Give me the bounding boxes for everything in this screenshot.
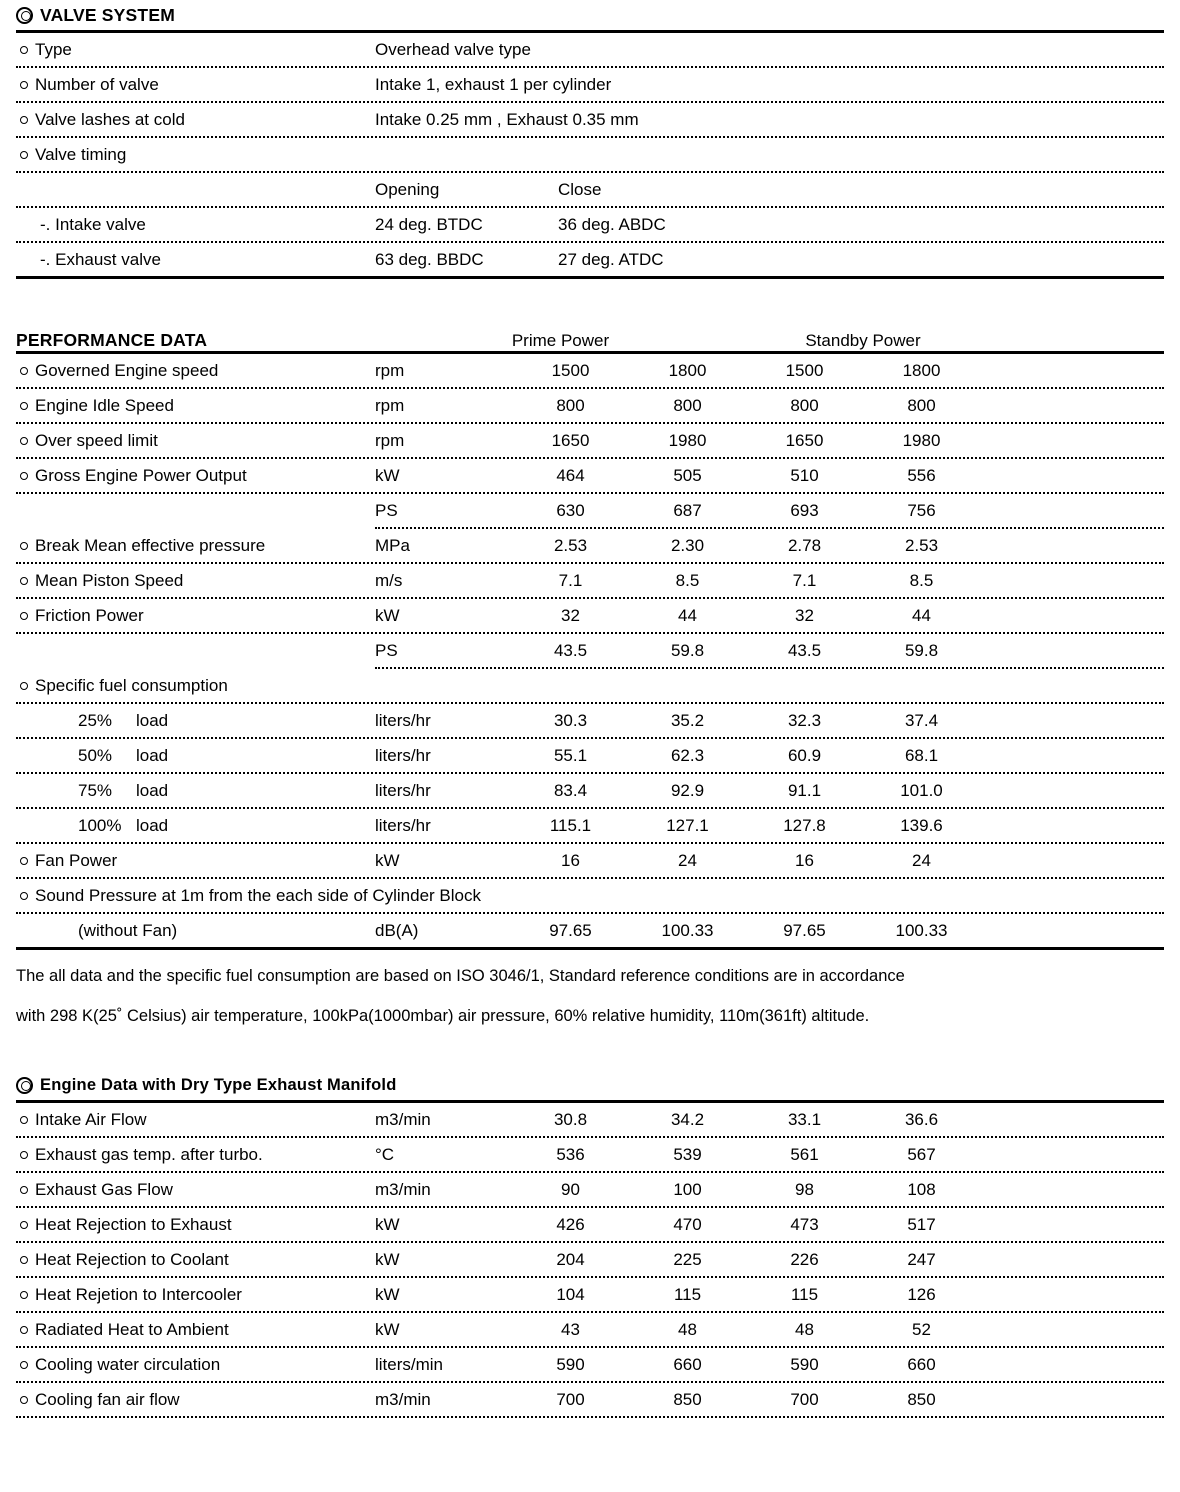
row-bullet-icon — [20, 1151, 28, 1159]
row-label-cell — [16, 1355, 375, 1375]
row-label: Over speed limit — [35, 430, 158, 450]
row-unit: rpm — [375, 395, 405, 415]
row-value-3: 32 — [795, 605, 814, 625]
row-value-4: 8.5 — [909, 570, 934, 590]
table-row — [16, 138, 1164, 171]
row-value-1: 590 — [556, 1354, 585, 1374]
row-label: Specific fuel consumption — [35, 675, 228, 695]
row-label-cell — [16, 1285, 375, 1305]
row-label-cell — [16, 676, 375, 696]
row-value-4: 68.1 — [904, 745, 939, 765]
row-bullet-icon — [20, 1186, 28, 1194]
row-label-cell — [16, 1390, 375, 1410]
row-label: Mean Piston Speed — [35, 570, 184, 590]
row-bullet-icon — [20, 46, 28, 54]
performance-notes — [16, 950, 1164, 1036]
row-value-4: 756 — [907, 500, 936, 520]
table-row — [16, 809, 1164, 842]
row-value-2: 127.1 — [666, 815, 709, 835]
row-value-1: 43.5 — [553, 640, 588, 660]
table-row — [16, 208, 1164, 241]
row-value-1: 32 — [561, 605, 580, 625]
row-label: load — [136, 710, 169, 730]
row-label: Engine Idle Speed — [35, 395, 174, 415]
row-unit: kW — [375, 1214, 400, 1234]
row-value-2: 8.5 — [675, 570, 700, 590]
row-value-1: 43 — [561, 1319, 580, 1339]
row-value-2: 2.30 — [670, 535, 705, 555]
row-label-cell — [16, 1215, 375, 1235]
row-value-4: 247 — [907, 1249, 936, 1269]
row-value-1: 83.4 — [553, 780, 588, 800]
row-bullet-icon — [20, 857, 28, 865]
row-label-cell — [16, 711, 375, 731]
table-row — [16, 529, 1164, 562]
row-value-2: 800 — [673, 395, 702, 415]
row-value-2: 539 — [673, 1144, 702, 1164]
table-row — [16, 1103, 1164, 1136]
table-row — [16, 774, 1164, 807]
row-unit: kW — [375, 465, 400, 485]
row-unit: rpm — [375, 430, 405, 450]
row-value-3: 33.1 — [787, 1109, 822, 1129]
table-row — [16, 1243, 1164, 1276]
row-value-2: 1800 — [668, 360, 707, 380]
row-value-4: 1800 — [902, 360, 941, 380]
row-value-3: 127.8 — [783, 815, 826, 835]
row-label-cell — [16, 816, 375, 836]
row-label: Number of valve — [35, 74, 159, 94]
row-bullet-icon — [20, 612, 28, 620]
column-group-standby-power: Standby Power — [805, 331, 921, 350]
row-value-4: 24 — [912, 850, 931, 870]
section-title: Engine Data with Dry Type Exhaust Manifold — [40, 1075, 397, 1094]
row-label: Break Mean effective pressure — [35, 535, 266, 555]
table-row — [16, 704, 1164, 737]
row-label: Valve timing — [35, 144, 127, 164]
row-label-cell — [16, 886, 776, 906]
note-line: with 298 K(25˚ Celsius) air temperature, 100kPa(1000mbar) air pressure, 60% relative humidity, 110m(361ft) altitude. — [16, 1007, 870, 1025]
row-value-3: 91.1 — [787, 780, 822, 800]
row-value-4: 100.33 — [895, 920, 948, 940]
section-title: VALVE SYSTEM — [40, 4, 175, 25]
column-header-opening: Opening — [375, 179, 440, 199]
row-unit: kW — [375, 1319, 400, 1339]
row-label: Heat Rejetion to Intercooler — [35, 1284, 242, 1304]
row-bullet-icon — [20, 402, 28, 410]
column-group-prime-power: Prime Power — [511, 331, 610, 350]
row-unit: MPa — [375, 535, 410, 555]
row-unit: °C — [375, 1144, 395, 1164]
row-label: load — [136, 745, 169, 765]
load-percent: 25% — [78, 710, 113, 730]
row-value-4: 2.53 — [904, 535, 939, 555]
row-label-cell — [16, 571, 375, 591]
section-header-valve-system — [16, 0, 1164, 30]
row-bullet-icon — [20, 1256, 28, 1264]
row-bullet-icon — [20, 1221, 28, 1229]
row-bullet-icon — [20, 437, 28, 445]
row-unit: dB(A) — [375, 920, 419, 940]
table-row — [16, 669, 1164, 702]
table-row — [16, 103, 1164, 136]
row-value-4: 850 — [907, 1389, 936, 1409]
row-value-close: 27 deg. ATDC — [558, 249, 664, 269]
row-value-1: 630 — [556, 500, 585, 520]
row-label: Governed Engine speed — [35, 360, 219, 380]
row-value-3: 48 — [795, 1319, 814, 1339]
row-unit: liters/hr — [375, 815, 431, 835]
row-bullet-icon — [20, 116, 28, 124]
row-value-2: 850 — [673, 1389, 702, 1409]
row-bullet-icon — [20, 1326, 28, 1334]
row-value-3: 700 — [790, 1389, 819, 1409]
row-value-close: 36 deg. ABDC — [558, 214, 666, 234]
row-value-3: 473 — [790, 1214, 819, 1234]
row-value-2: 44 — [678, 605, 697, 625]
row-value-4: 567 — [907, 1144, 936, 1164]
row-unit: m3/min — [375, 1109, 431, 1129]
row-bullet-icon — [20, 81, 28, 89]
row-label: -. Intake valve — [40, 214, 146, 234]
row-value-1: 7.1 — [558, 570, 583, 590]
row-value-3: 561 — [790, 1144, 819, 1164]
row-label-cell — [16, 431, 375, 451]
row-value-4: 517 — [907, 1214, 936, 1234]
row-value-4: 44 — [912, 605, 931, 625]
row-unit: liters/hr — [375, 710, 431, 730]
row-label: Exhaust Gas Flow — [35, 1179, 173, 1199]
row-label-cell — [16, 746, 375, 766]
row-value-1: 536 — [556, 1144, 585, 1164]
row-value-2: 34.2 — [670, 1109, 705, 1129]
row-label: Valve lashes at cold — [35, 109, 185, 129]
table-row — [16, 914, 1164, 947]
row-bullet-icon — [20, 542, 28, 550]
row-unit: kW — [375, 1284, 400, 1304]
row-value-1: 204 — [556, 1249, 585, 1269]
row-value-1: 90 — [561, 1179, 580, 1199]
row-value-3: 115 — [790, 1284, 819, 1304]
row-value: Intake 0.25 mm , Exhaust 0.35 mm — [375, 109, 639, 129]
table-row — [16, 389, 1164, 422]
row-label-cell — [16, 1145, 375, 1165]
row-value-2: 660 — [673, 1354, 702, 1374]
row-value-1: 2.53 — [553, 535, 588, 555]
row-bullet-icon — [20, 1361, 28, 1369]
row-value-4: 139.6 — [900, 815, 943, 835]
row-bullet-icon — [20, 892, 28, 900]
row-unit: PS — [375, 500, 398, 520]
row-value-1: 1650 — [551, 430, 590, 450]
table-row — [16, 1138, 1164, 1171]
table-row — [16, 1278, 1164, 1311]
row-value-4: 800 — [907, 395, 936, 415]
table-row — [16, 599, 1164, 632]
row-bullet-icon — [20, 367, 28, 375]
row-label: (without Fan) — [78, 920, 178, 940]
row-label-cell — [16, 1320, 375, 1340]
row-label-cell — [16, 781, 375, 801]
row-value-1: 115.1 — [549, 815, 592, 835]
table-row — [16, 879, 1164, 912]
row-unit: kW — [375, 605, 400, 625]
row-value-2: 59.8 — [670, 640, 705, 660]
row-value-4: 1980 — [902, 430, 941, 450]
row-unit: m/s — [375, 570, 403, 590]
section-spacer — [16, 279, 1164, 319]
load-percent: 50% — [78, 745, 113, 765]
row-value-2: 35.2 — [670, 710, 705, 730]
table-row — [16, 1208, 1164, 1241]
row-value-3: 60.9 — [787, 745, 822, 765]
row-unit: kW — [375, 850, 400, 870]
row-label-cell — [16, 396, 375, 416]
row-value-3: 1500 — [785, 360, 824, 380]
row-label: Cooling water circulation — [35, 1354, 221, 1374]
row-label-cell — [16, 1110, 375, 1130]
row-value-3: 98 — [795, 1179, 814, 1199]
row-value-4: 126 — [907, 1284, 936, 1304]
row-value-1: 1500 — [551, 360, 590, 380]
row-value-4: 101.0 — [900, 780, 943, 800]
row-label: Radiated Heat to Ambient — [35, 1319, 229, 1339]
row-label-cell — [16, 921, 375, 941]
row-label: Heat Rejection to Exhaust — [35, 1214, 232, 1234]
load-percent: 75% — [78, 780, 113, 800]
table-row — [16, 243, 1164, 276]
row-label-cell — [16, 361, 375, 381]
row-value-1: 55.1 — [553, 745, 588, 765]
row-value-1: 800 — [556, 395, 585, 415]
row-label: load — [136, 780, 169, 800]
row-bullet-icon — [20, 472, 28, 480]
row-value-3: 43.5 — [787, 640, 822, 660]
row-value-2: 225 — [673, 1249, 702, 1269]
row-unit: liters/hr — [375, 780, 431, 800]
row-label: Heat Rejection to Coolant — [35, 1249, 229, 1269]
row-value-4: 37.4 — [904, 710, 939, 730]
row-value-1: 426 — [556, 1214, 585, 1234]
table-row — [16, 634, 1164, 667]
row-value-4: 52 — [912, 1319, 931, 1339]
table-row — [16, 68, 1164, 101]
row-label-cell — [16, 1180, 375, 1200]
row-value-opening: 24 deg. BTDC — [375, 214, 483, 234]
table-row — [16, 33, 1164, 66]
double-circle-icon — [16, 7, 33, 24]
row-bullet-icon — [20, 1396, 28, 1404]
table-row — [16, 1313, 1164, 1346]
row-value-1: 16 — [561, 850, 580, 870]
row-value-4: 108 — [907, 1179, 936, 1199]
row-unit: liters/hr — [375, 745, 431, 765]
double-circle-icon — [16, 1077, 33, 1094]
row-value-3: 32.3 — [787, 710, 822, 730]
table-row-subheader — [16, 173, 1164, 206]
table-row — [16, 1173, 1164, 1206]
row-label: Gross Engine Power Output — [35, 465, 247, 485]
row-label-cell — [16, 466, 375, 486]
row-label-cell — [16, 851, 375, 871]
row-label: -. Exhaust valve — [40, 249, 161, 269]
row-value: Overhead valve type — [375, 39, 531, 59]
section-spacer — [16, 1036, 1164, 1070]
row-value-3: 510 — [790, 465, 819, 485]
row-value-2: 1980 — [668, 430, 707, 450]
row-label-cell — [16, 606, 375, 626]
row-value-2: 92.9 — [670, 780, 705, 800]
row-unit: m3/min — [375, 1179, 431, 1199]
table-row — [16, 424, 1164, 457]
column-header-close: Close — [558, 179, 602, 199]
row-value-4: 59.8 — [904, 640, 939, 660]
row-value-4: 660 — [907, 1354, 936, 1374]
row-unit: liters/min — [375, 1354, 444, 1374]
table-row — [16, 494, 1164, 527]
row-label-cell — [16, 536, 375, 556]
row-unit: kW — [375, 1249, 400, 1269]
row-value-3: 97.65 — [783, 920, 826, 940]
row-unit: rpm — [375, 360, 405, 380]
row-label: Type — [35, 39, 72, 59]
row-value-1: 464 — [556, 465, 585, 485]
row-value-2: 48 — [678, 1319, 697, 1339]
row-value-2: 24 — [678, 850, 697, 870]
performance-table-body — [16, 354, 1164, 950]
section-header-engine-data-dry — [16, 1070, 1164, 1100]
row-value: Intake 1, exhaust 1 per cylinder — [375, 74, 612, 94]
row-value-2: 115 — [673, 1284, 702, 1304]
row-value-4: 36.6 — [904, 1109, 939, 1129]
row-value-2: 470 — [673, 1214, 702, 1234]
row-value-3: 226 — [790, 1249, 819, 1269]
table-row — [16, 844, 1164, 877]
row-value-2: 687 — [673, 500, 702, 520]
row-bullet-icon — [20, 1291, 28, 1299]
row-value-1: 30.8 — [553, 1109, 588, 1129]
row-value-3: 7.1 — [792, 570, 817, 590]
row-bullet-icon — [20, 151, 28, 159]
row-value-3: 800 — [790, 395, 819, 415]
row-label: Exhaust gas temp. after turbo. — [35, 1144, 263, 1164]
section-title: PERFORMANCE DATA — [16, 330, 208, 350]
table-row — [16, 459, 1164, 492]
row-value-2: 505 — [673, 465, 702, 485]
row-unit: m3/min — [375, 1389, 431, 1409]
row-value-3: 590 — [790, 1354, 819, 1374]
row-label: Fan Power — [35, 850, 118, 870]
row-value-1: 104 — [556, 1284, 585, 1304]
row-value-1: 97.65 — [549, 920, 592, 940]
row-value-3: 2.78 — [787, 535, 822, 555]
row-unit: PS — [375, 640, 398, 660]
row-value-2: 62.3 — [670, 745, 705, 765]
row-bullet-icon — [20, 1116, 28, 1124]
table-row — [16, 1383, 1164, 1416]
row-value-2: 100.33 — [661, 920, 714, 940]
table-row — [16, 354, 1164, 387]
row-value-3: 1650 — [785, 430, 824, 450]
row-bullet-icon — [20, 577, 28, 585]
row-label: Intake Air Flow — [35, 1109, 147, 1129]
table-row — [16, 1348, 1164, 1381]
table-row — [16, 739, 1164, 772]
row-bullet-icon — [20, 682, 28, 690]
row-label: Sound Pressure at 1m from the each side of Cylinder Block — [35, 885, 481, 905]
row-label: Friction Power — [35, 605, 144, 625]
row-label: Cooling fan air flow — [35, 1389, 180, 1409]
load-percent: 100% — [78, 815, 122, 835]
table-row — [16, 564, 1164, 597]
engine-dry-table-body — [16, 1103, 1164, 1418]
row-divider — [16, 1416, 1164, 1418]
row-value-4: 556 — [907, 465, 936, 485]
section-header-performance-data — [16, 319, 1164, 351]
row-value-3: 693 — [790, 500, 819, 520]
row-value-3: 16 — [795, 850, 814, 870]
note-line: The all data and the specific fuel consumption are based on ISO 3046/1, Standard reference conditions are in accordance — [16, 967, 905, 985]
row-label: load — [136, 815, 169, 835]
row-label-cell — [16, 1250, 375, 1270]
row-value-2: 100 — [673, 1179, 702, 1199]
row-value-opening: 63 deg. BBDC — [375, 249, 484, 269]
row-value-1: 30.3 — [553, 710, 588, 730]
row-value-1: 700 — [556, 1389, 585, 1409]
